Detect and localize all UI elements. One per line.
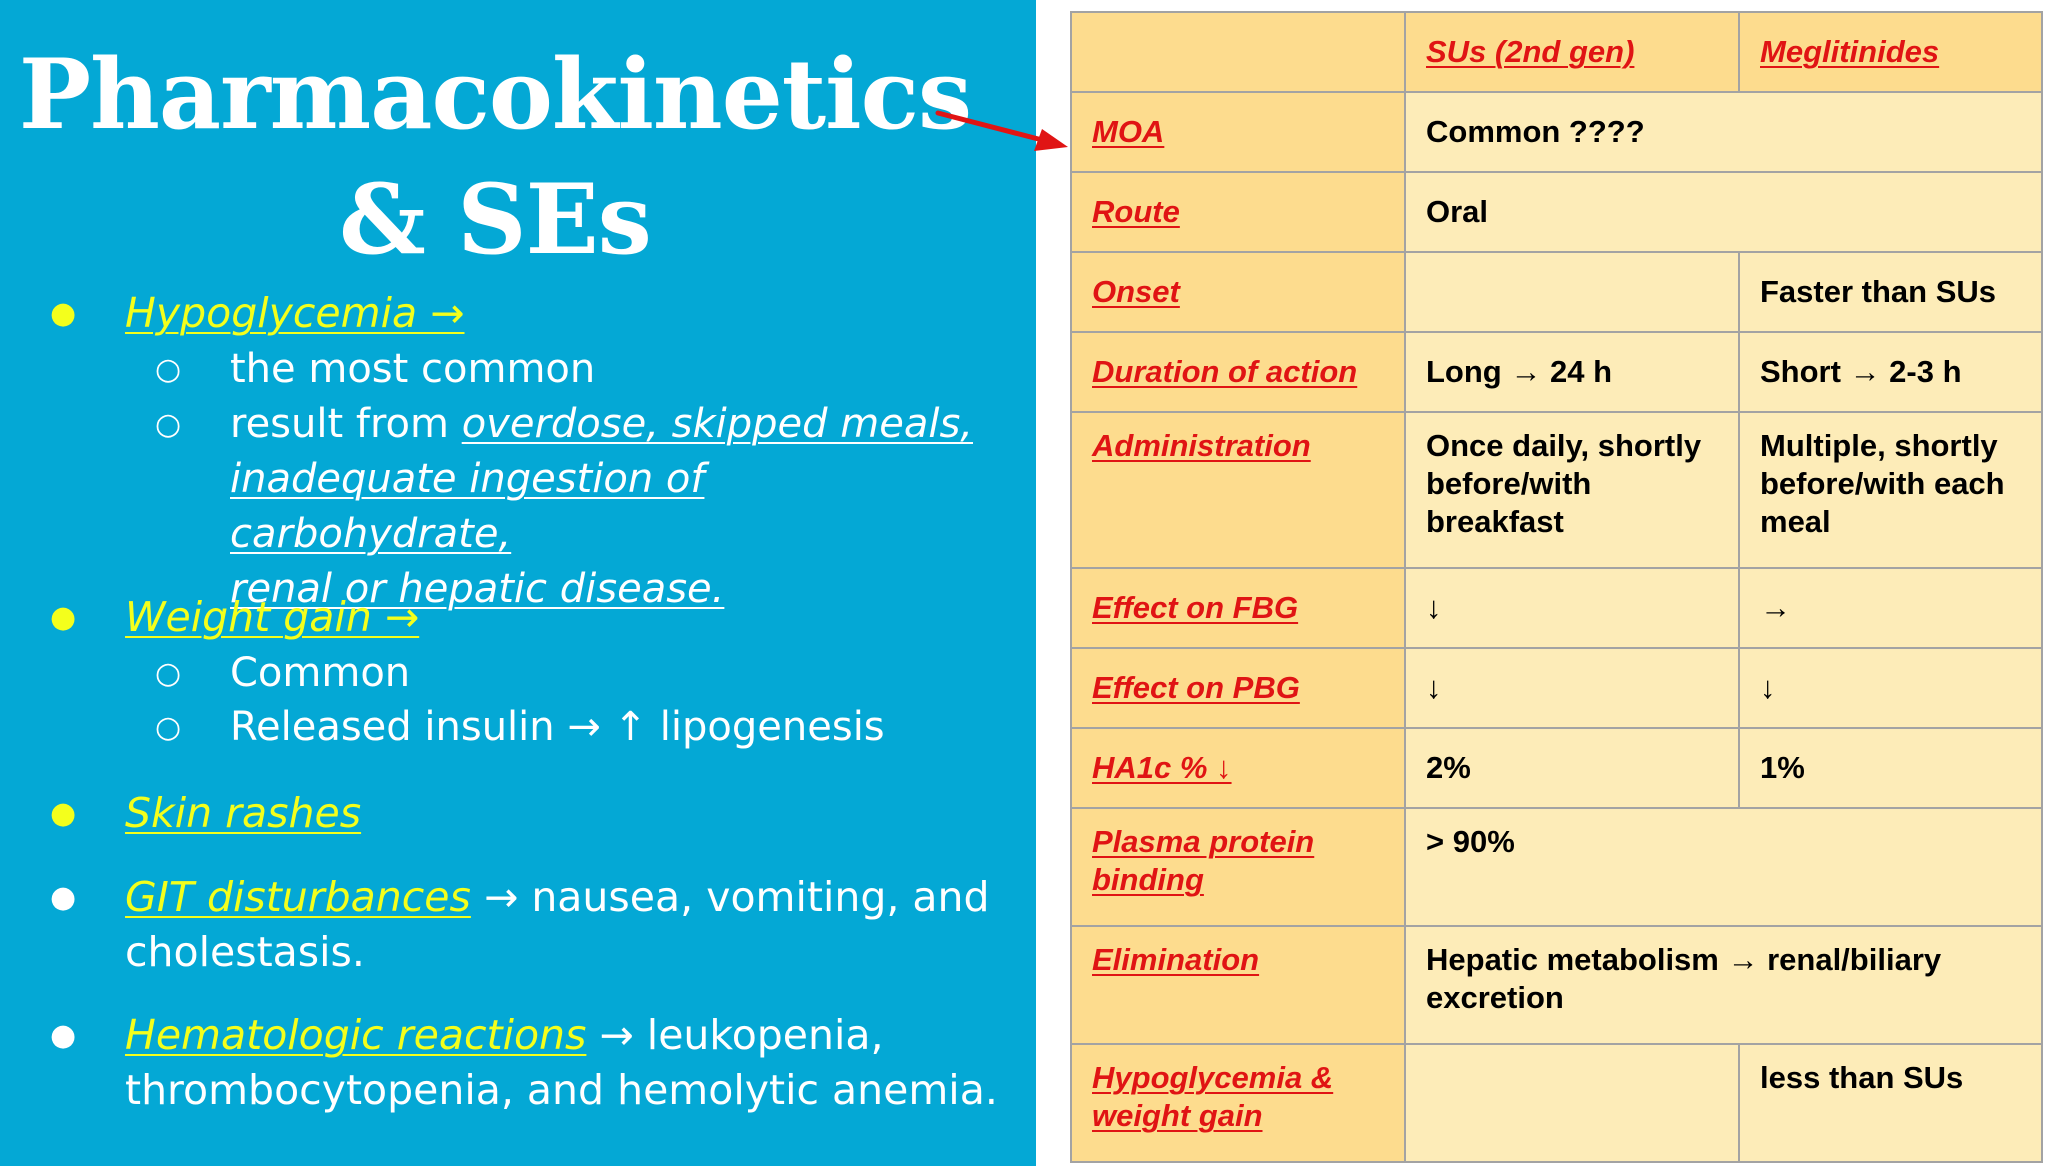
sub-weight-gain-2 xyxy=(155,700,990,755)
sub-bullet-circle: ○ xyxy=(155,656,182,691)
bullet-hema-text-b: thrombocytopenia, and hemolytic anemia. xyxy=(125,1066,998,1114)
cell-hypoglycemia-su xyxy=(1405,1044,1739,1162)
table-row xyxy=(1071,1044,2042,1162)
slide-title-line-2: & SEs xyxy=(339,163,651,276)
cell-moa-merged: Common ???? xyxy=(1405,92,2042,172)
sub-bullet-circle: ○ xyxy=(155,407,182,442)
cell-route-merged: Oral xyxy=(1405,172,2042,252)
table-row xyxy=(1071,926,2042,1044)
bullet-dot: ● xyxy=(50,880,77,915)
row-label-pbg: Effect on PBG xyxy=(1071,648,1405,728)
table-row xyxy=(1071,728,2042,808)
cell-hypoglycemia-meg: less than SUs xyxy=(1739,1044,2042,1162)
table-row xyxy=(1071,808,2042,926)
red-arrow-icon xyxy=(930,95,1070,165)
table-row xyxy=(1071,648,2042,728)
table-row xyxy=(1071,92,2042,172)
bullet-skin-rashes xyxy=(50,786,1005,841)
sub-hypoglycemia-2-prefix: result from xyxy=(230,401,462,447)
sub-weight-gain-1-text: Common xyxy=(230,650,411,696)
row-label-administration: Administration xyxy=(1071,412,1405,568)
sub-hypoglycemia-2-link-b: inadequate ingestion of carbohydrate, xyxy=(230,456,705,557)
row-label-elimination: Elimination xyxy=(1071,926,1405,1044)
bullet-git-text-a: → nausea, vomiting, and xyxy=(470,873,990,921)
row-label-duration: Duration of action xyxy=(1071,332,1405,412)
bullet-hematologic-label: Hematologic reactions xyxy=(125,1011,587,1059)
cell-administration-su: Once daily, shortly before/with breakfast xyxy=(1405,412,1739,568)
row-label-ha1c: HA1c % ↓ xyxy=(1071,728,1405,808)
sub-weight-gain-1 xyxy=(155,646,990,701)
table-row xyxy=(1071,412,2042,568)
cell-fbg-meg: → xyxy=(1739,568,2042,648)
sub-bullet-circle: ○ xyxy=(155,352,182,387)
bullet-weight-gain xyxy=(50,590,1005,645)
sub-hypoglycemia-1-text: the most common xyxy=(230,346,596,392)
cell-pbg-meg: ↓ xyxy=(1739,648,2042,728)
bullet-dot: ● xyxy=(50,600,77,635)
bullet-hypoglycemia xyxy=(50,286,1005,341)
cell-fbg-su: ↓ xyxy=(1405,568,1739,648)
bullet-hematologic xyxy=(50,1008,1005,1118)
cell-administration-meg: Multiple, shortly before/with each meal xyxy=(1739,412,2042,568)
table-row xyxy=(1071,332,2042,412)
table-header-sus: SUs (2nd gen) xyxy=(1405,12,1739,92)
bullet-dot: ● xyxy=(50,296,77,331)
cell-duration-su: Long → 24 h xyxy=(1405,332,1739,412)
cell-elimination-merged: Hepatic metabolism → renal/biliary excretion xyxy=(1405,926,2042,1044)
table-row xyxy=(1071,252,2042,332)
table-corner-cell xyxy=(1071,12,1405,92)
cell-onset-su xyxy=(1405,252,1739,332)
cell-onset-meg: Faster than SUs xyxy=(1739,252,2042,332)
row-label-plasma-protein: Plasma protein binding xyxy=(1071,808,1405,926)
sub-hypoglycemia-2-link-a: overdose, skipped meals, xyxy=(461,401,973,447)
cell-ha1c-meg: 1% xyxy=(1739,728,2042,808)
row-label-route: Route xyxy=(1071,172,1405,252)
sub-hypoglycemia-2 xyxy=(155,397,990,617)
bullet-dot: ● xyxy=(50,1018,77,1053)
bullet-weight-gain-label: Weight gain → xyxy=(125,593,420,641)
bullet-skin-rashes-label: Skin rashes xyxy=(125,789,362,837)
table-row xyxy=(1071,172,2042,252)
cell-plasma-protein-merged: > 90% xyxy=(1405,808,2042,926)
comparison-table xyxy=(1070,11,2043,1163)
sub-hypoglycemia-2-link-c: renal or hepatic disease. xyxy=(230,566,725,612)
bullet-hypoglycemia-label: Hypoglycemia → xyxy=(125,289,465,337)
table-row xyxy=(1071,568,2042,648)
table-header-row xyxy=(1071,12,2042,92)
cell-pbg-su: ↓ xyxy=(1405,648,1739,728)
table-header-meglitinides: Meglitinides xyxy=(1739,12,2042,92)
row-label-moa: MOA xyxy=(1071,92,1405,172)
bullet-git-label: GIT disturbances xyxy=(125,873,471,921)
bullet-dot: ● xyxy=(50,796,77,831)
row-label-onset: Onset xyxy=(1071,252,1405,332)
slide-title-line-1: Pharmacokinetics xyxy=(18,38,972,151)
bullet-git xyxy=(50,870,1005,980)
cell-duration-meg: Short → 2-3 h xyxy=(1739,332,2042,412)
bullet-git-text-b: cholestasis. xyxy=(125,928,365,976)
sub-bullet-circle: ○ xyxy=(155,710,182,745)
sub-weight-gain-2-text: Released insulin → ↑ lipogenesis xyxy=(230,704,885,750)
bullet-hema-text-a: → leukopenia, xyxy=(586,1011,884,1059)
row-label-fbg: Effect on FBG xyxy=(1071,568,1405,648)
row-label-hypoglycemia-weight: Hypoglycemia & weight gain xyxy=(1071,1044,1405,1162)
cell-ha1c-su: 2% xyxy=(1405,728,1739,808)
sub-hypoglycemia-1 xyxy=(155,342,990,397)
